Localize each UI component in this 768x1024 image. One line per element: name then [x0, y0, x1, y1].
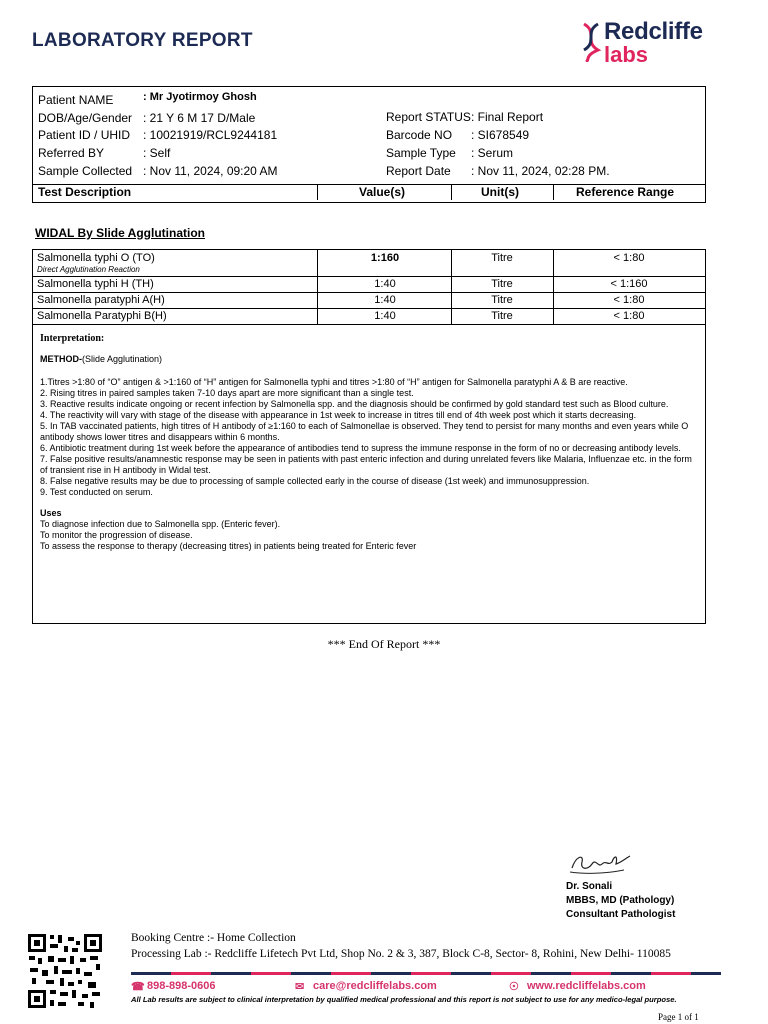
sample-type-value: : Serum [471, 146, 514, 160]
table-row [33, 277, 705, 293]
test-method: Direct Agglutination Reaction [37, 265, 140, 274]
test-range: < 1:80 [613, 294, 645, 306]
test-unit: Titre [491, 252, 513, 264]
test-value: 1:160 [370, 252, 400, 264]
interpretation-heading: Interpretation: [40, 333, 105, 344]
report-status-value: : Final Report [471, 110, 544, 124]
col-reference-range: Reference Range [576, 185, 675, 199]
col-divider [553, 250, 554, 325]
test-unit: Titre [491, 278, 513, 290]
uses-item: To diagnose infection due to Salmonella spp. (Enteric fever). [40, 519, 281, 529]
interpretation-point: 6. Antibiotic treatment during 1st week before the appearance of antibodies tend to supress the immune response in the form of no or decreasing antibody levels. [40, 443, 681, 453]
processing-lab: Processing Lab :- Redcliffe Lifetech Pvt Ltd, Shop No. 2 & 3, 387, Block C-8, Sector- 8, Rohini, New Delhi- 110085 [131, 948, 671, 960]
booking-centre: Booking Centre :- Home Collection [131, 932, 296, 944]
email-icon: ✉ [295, 981, 305, 993]
test-value: 1:40 [374, 278, 396, 290]
col-test-description: Test Description [38, 185, 132, 199]
col-divider [317, 250, 318, 325]
method-label: METHOD- [40, 354, 82, 364]
sample-type-label: Sample Type [386, 146, 456, 160]
phone-icon: ☎ [131, 981, 145, 993]
test-range: < 1:80 [613, 252, 645, 264]
brand-name-line2: labs [604, 42, 649, 67]
table-row [33, 309, 705, 325]
interpretation-point: 9. Test conducted on serum. [40, 487, 153, 497]
referred-by-value: : Self [143, 146, 171, 160]
patient-name-value: : Mr Jyotirmoy Ghosh [143, 91, 257, 103]
interpretation-point: 3. Reactive results indicate ongoing or recent infection by Salmonella spp. and the diagnosis should be confirmed by gold standard test such as Blood culture. [40, 399, 669, 409]
test-value: 1:40 [374, 294, 396, 306]
uses-item: To assess the response to therapy (decreasing titres) in patients being treated for Enteric fever [40, 541, 417, 551]
report-status-label: Report STATUS [386, 110, 471, 124]
interpretation-point: 7. False positive results/anamnestic response may be seen in patients with past enteric infection and during unrelated fevers like Malaria, Influenzae etc. in the form of transient rise in H antibody in Widal test. [40, 454, 692, 475]
globe-icon: ☉ [509, 981, 519, 993]
referred-by-label: Referred BY [38, 146, 105, 160]
barcode-value: : SI678549 [471, 128, 530, 142]
method-value: (Slide Agglutination) [82, 354, 163, 364]
table-row [33, 293, 705, 309]
sample-collected-label: Sample Collected [38, 164, 133, 178]
dna-icon [580, 22, 602, 62]
interpretation-point: 4. The reactivity will vary with stage of the disease with appearance in 1st week to increase in titres till end of 4th week post which it starts decreasing. [40, 410, 637, 420]
col-values: Value(s) [359, 185, 406, 199]
patient-name-label: Patient NAME [38, 93, 114, 107]
report-date-label: Report Date [386, 164, 451, 178]
col-divider [553, 184, 554, 200]
brand-name-line1: Redcliffe [604, 18, 703, 45]
website-link[interactable]: www.redcliffelabs.com [527, 980, 646, 992]
interpretation-point: 2. Rising titres in paired samples taken 7-10 days apart are more significant than a single test. [40, 388, 414, 398]
col-divider [317, 184, 318, 200]
patient-info-box [32, 86, 706, 203]
page-number: Page 1 of 1 [658, 1012, 699, 1022]
test-name: Salmonella typhi O (TO) [37, 252, 155, 264]
report-date-value: : Nov 11, 2024, 02:28 PM. [471, 164, 610, 178]
doctor-degree: MBBS, MD (Pathology) [566, 895, 675, 906]
email-link[interactable]: care@redcliffelabs.com [313, 980, 437, 992]
table-row [33, 250, 705, 277]
qr-code-image [26, 932, 104, 1010]
test-name: Salmonella paratyphi A(H) [37, 294, 165, 306]
disclaimer: All Lab results are subject to clinical interpretation by qualified medical professional and this report is not subject to use for any medico-legal purpose. [131, 995, 677, 1004]
end-of-report: *** End Of Report *** [327, 637, 441, 651]
footer-divider [131, 972, 721, 975]
uses-item: To monitor the progression of disease. [40, 530, 193, 540]
uses-heading: Uses [40, 508, 62, 518]
dob-value: : 21 Y 6 M 17 D/Male [143, 111, 256, 125]
col-units: Unit(s) [481, 185, 519, 199]
signatory-block [566, 880, 675, 922]
signature-image [564, 848, 644, 878]
test-unit: Titre [491, 294, 513, 306]
test-value: 1:40 [374, 310, 396, 322]
test-name: Salmonella Paratyphi B(H) [37, 310, 167, 322]
interpretation-point: 1.Titres >1:80 of “O” antigen & >1:160 of “H” antigen for Salmonella typhi and titres >1:80 of “H” antigen for Salmonella paratyphi A & B are reactive. [40, 377, 628, 387]
test-unit: Titre [491, 310, 513, 322]
patient-id-label: Patient ID / UHID [38, 128, 131, 142]
dob-label: DOB/Age/Gender [38, 111, 133, 125]
test-range: < 1:80 [613, 310, 645, 322]
qr-code [26, 932, 104, 1010]
report-title: LABORATORY REPORT [32, 30, 253, 51]
doctor-name: Dr. Sonali [566, 881, 613, 892]
test-range: < 1:160 [610, 278, 648, 290]
barcode-label: Barcode NO [386, 128, 453, 142]
interpretation-point: 8. False negative results may be due to processing of sample collected early in the course of disease (1st week) and immunosuppression. [40, 476, 590, 486]
test-name: Salmonella typhi H (TH) [37, 278, 154, 290]
section-title: WIDAL By Slide Agglutination [35, 226, 205, 240]
phone-number[interactable]: 898-898-0606 [147, 980, 216, 992]
col-divider [451, 250, 452, 325]
interpretation-point: 5. In TAB vaccinated patients, high titres of H antibody of ≥1:160 to each of Salmonellae is observed. They tend to persist for many months and even years while O antibody shows lower titres and disappears within 6 months. [40, 421, 689, 442]
sample-collected-value: : Nov 11, 2024, 09:20 AM [143, 164, 278, 178]
brand-logo [580, 18, 720, 66]
doctor-title: Consultant Pathologist [566, 909, 676, 920]
patient-id-value: : 10021919/RCL9244181 [143, 128, 278, 142]
signature [564, 848, 714, 883]
footer-address [131, 930, 671, 962]
interpretation [40, 333, 700, 552]
col-divider [451, 184, 452, 200]
